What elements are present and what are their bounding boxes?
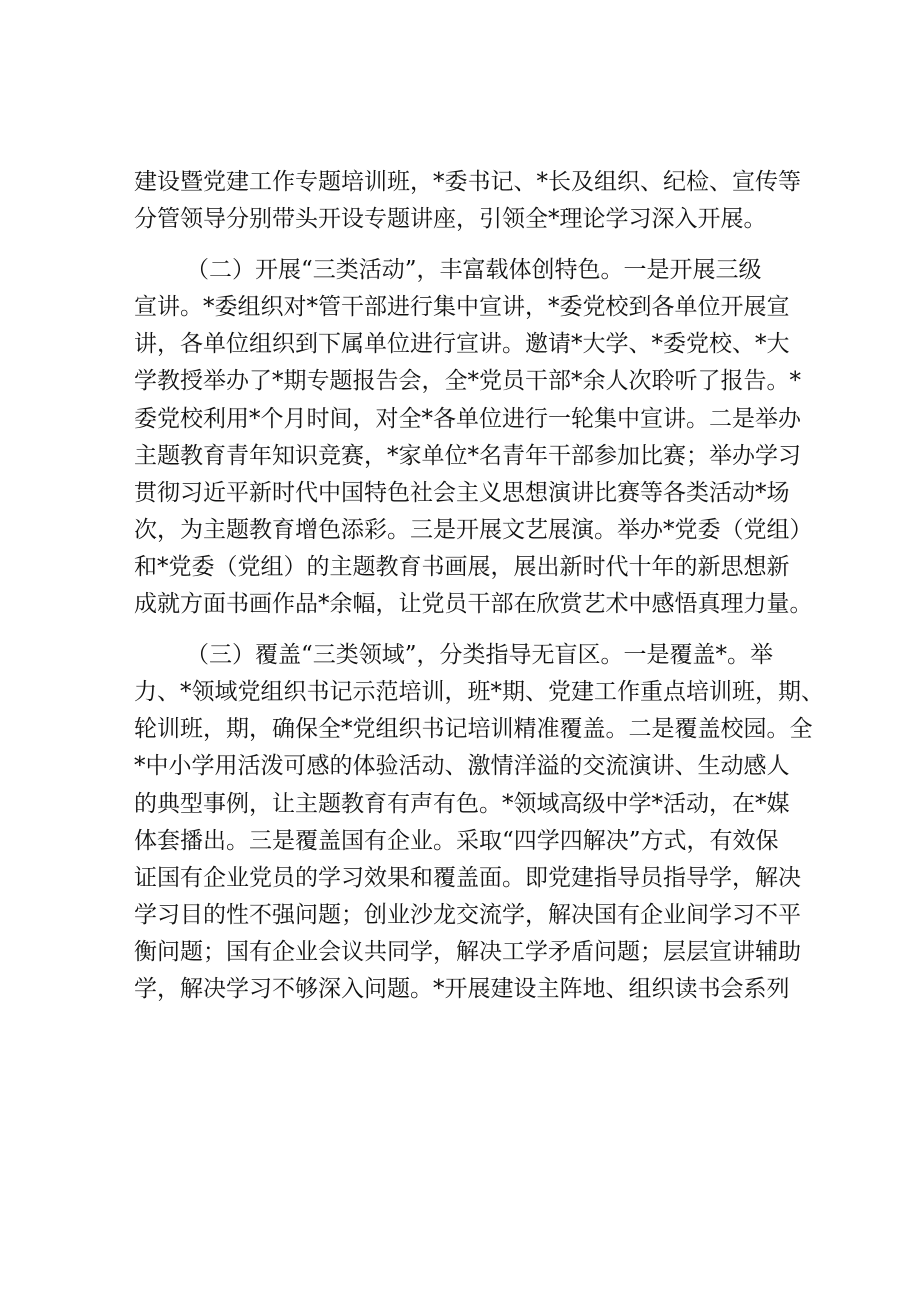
text-line: 主题教育青年知识竞赛，*家单位*名青年干部参加比赛；举办学习 (134, 442, 801, 469)
paragraph-1 (134, 164, 799, 238)
paragraph-2 (134, 252, 813, 623)
text-line: *中小学用活泼可感的体验活动、激情洋溢的交流演讲、生动感人 (134, 753, 790, 780)
text-line: 学，解决学习不够深入问题。*开展建设主阵地、组织读书会系列 (134, 975, 790, 1002)
text-line: 证国有企业党员的学习效果和覆盖面。即党建指导员指导学，解决 (134, 864, 801, 891)
text-line: 分管领导分别带头开设专题讲座，引领全*理论学习深入开展。 (134, 206, 767, 233)
text-line: （二）开展“三类活动”，丰富载体创特色。一是开展三级 (186, 257, 762, 284)
paragraph-3 (134, 637, 824, 1008)
body-text (134, 164, 824, 1008)
text-line: 和*党委（党组）的主题教育书画展，展出新时代十年的新思想新 (134, 553, 790, 580)
text-line: （三）覆盖“三类领域”，分类指导无盲区。一是覆盖*。举 (186, 642, 774, 669)
text-line: 力、*领域党组织书记示范培训，班*期、党建工作重点培训班，期、 (134, 679, 824, 706)
text-line: 委党校利用*个月时间，对全*各单位进行一轮集中宣讲。二是举办 (134, 405, 801, 432)
text-line: 次，为主题教育增色添彩。三是开展文艺展演。举办*党委（党组） (134, 516, 813, 543)
text-line: 建设暨党建工作专题培训班，*委书记、*长及组织、纪检、宣传等 (134, 169, 801, 195)
text-line: 学习目的性不强问题；创业沙龙交流学，解决国有企业间学习不平 (134, 901, 801, 928)
text-line: 衡问题；国有企业会议共同学，解决工学矛盾问题；层层宣讲辅助 (134, 938, 801, 965)
text-line: 宣讲。*委组织对*管干部进行集中宣讲，*委党校到各单位开展宣 (134, 294, 790, 321)
text-line: 贯彻习近平新时代中国特色社会主义思想演讲比赛等各类活动*场 (134, 479, 790, 506)
text-line: 轮训班，期，确保全*党组织书记培训精准覆盖。二是覆盖校园。全 (134, 716, 813, 743)
text-line: 讲，各单位组织到下属单位进行宣讲。邀请*大学、*委党校、*大 (134, 331, 790, 358)
text-line: 的典型事例，让主题教育有声有色。*领域高级中学*活动，在*媒 (134, 790, 790, 817)
text-line: 体套播出。三是覆盖国有企业。采取“四学四解决”方式，有效保 (134, 827, 779, 854)
text-line: 学教授举办了*期专题报告会，全*党员干部*余人次聆听了报告。* (134, 368, 801, 395)
text-line: 成就方面书画作品*余幅，让党员干部在欣赏艺术中感悟真理力量。 (134, 591, 813, 618)
